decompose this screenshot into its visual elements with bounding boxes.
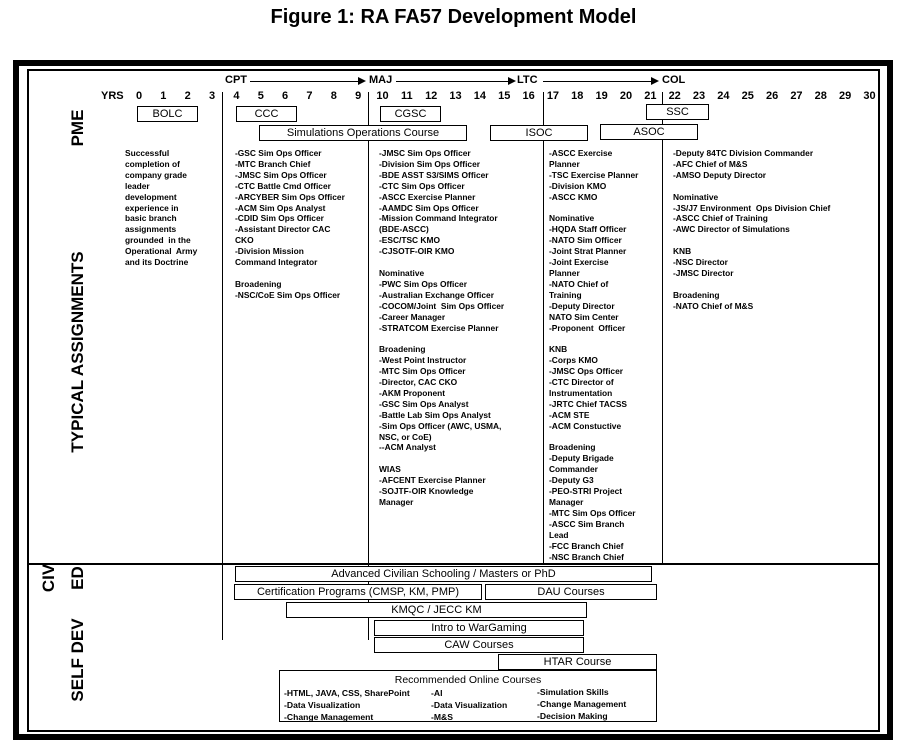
- maj-grade-line: [368, 92, 369, 640]
- section-label-pme: PME: [68, 109, 87, 147]
- year-tick-label: 19: [595, 90, 608, 102]
- online-courses-list-3: -Simulation Skills -Change Management -Decision Making: [537, 687, 627, 722]
- years-label: YRS: [101, 90, 124, 102]
- year-tick-label: 23: [692, 90, 706, 102]
- certification-programs-box: Certification Programs (CMSP, KM, PMP): [234, 584, 482, 600]
- year-tick-label: 6: [282, 90, 289, 102]
- year-tick-label: 25: [741, 90, 754, 102]
- year-tick-label: 24: [717, 90, 730, 102]
- pme-cgsc-box: CGSC: [380, 106, 441, 122]
- rank-cpt: CPT: [225, 74, 247, 86]
- year-tick-label: 0: [135, 90, 143, 102]
- pme-asoc-box: ASOC: [600, 124, 698, 140]
- ltc-grade-line: [543, 92, 544, 564]
- col-grade-line: [662, 92, 663, 564]
- maj-assignments-list: -JMSC Sim Ops Officer -Division Sim Ops Officer -BDE ASST S3/SIMS Officer -CTC Sim Ops Officer -ASCC Exercise Planner -AAMDC Sim Ops Officer -Mission Command Integrator (BDE-ASCC) -ESC/TSC KMO -CJSOTF-OIR KMO Nominative -PWC Sim Ops Officer -Australian Exchange Officer -COCOM/Joint Sim Ops Officer -Career Manager -STRATCOM Exercise Planner Broadening -West Point Instructor -MTC Sim Ops Officer -Director, CAC CKO -AKM Proponent -GSC Sim Ops Analyst -Battle Lab Sim Ops Analyst -Sim Ops Officer (AWC, USMA, NSC, or CoE) --ACM Analyst WIAS -AFCENT Exercise Planner -SOJTF-OIR Knowledge Manager: [379, 148, 505, 507]
- section-label-self-dev: SELF DEV: [68, 618, 87, 702]
- year-tick-label: 17: [546, 90, 560, 102]
- year-tick-label: 18: [571, 90, 584, 102]
- rank-maj: MAJ: [369, 74, 393, 86]
- year-tick-label: 15: [498, 90, 511, 102]
- pme-isoc-box: ISOC: [490, 125, 588, 141]
- figure-title: Figure 1: RA FA57 Development Model: [270, 6, 637, 28]
- htar-course-box: HTAR Course: [498, 654, 657, 670]
- section-divider: [29, 563, 878, 565]
- pme-ssc-box: SSC: [646, 104, 709, 120]
- year-tick-label: 10: [376, 90, 389, 102]
- online-courses-title: Recommended Online Courses: [394, 674, 542, 686]
- year-tick-label: 4: [233, 90, 240, 102]
- year-tick-label: 20: [619, 90, 633, 102]
- year-tick-label: 13: [449, 90, 462, 102]
- year-tick-label: 1: [160, 90, 167, 102]
- rank-arrow: [396, 81, 514, 82]
- rank-ltc: LTC: [517, 74, 538, 86]
- cpt-grade-line: [222, 92, 223, 640]
- intro-to-wargaming-box: Intro to WarGaming: [374, 620, 584, 636]
- year-tick-label: 11: [401, 90, 413, 102]
- year-tick-label: 27: [790, 90, 803, 102]
- year-tick-label: 29: [839, 90, 852, 102]
- year-tick-label: 2: [184, 90, 191, 102]
- recommended-online-courses-box: [279, 670, 657, 722]
- year-tick-label: 12: [425, 90, 438, 102]
- ltc-assignments-list: -ASCC Exercise Planner -TSC Exercise Planner -Division KMO -ASCC KMO Nominative -HQDA Staff Officer -NATO Sim Officer -Joint Strat Planner -Joint Exercise Planner -NATO Chief of Training -Deputy Director NATO Sim Center -Proponent Officer KNB -Corps KMO -JMSC Ops Officer -CTC Director of Instrumentation -JRTC Chief TACSS -ACM STE -ACM Constuctive Broadening -Deputy Brigade Commander -Deputy G3 -PEO-STRI Project Manager -MTC Sim Ops Officer -ASCC Sim Branch Lead -FCC Branch Chief -NSC Branch Chief: [549, 148, 639, 562]
- year-tick-label: 28: [814, 90, 827, 102]
- pme-ccc-box: CCC: [236, 106, 297, 122]
- year-tick-label: 5: [257, 90, 264, 102]
- section-label-typical-assignments: TYPICAL ASSIGNMENTS: [68, 251, 87, 453]
- year-tick-label: 3: [208, 90, 216, 102]
- year-tick-label: 9: [355, 90, 362, 102]
- dau-courses-box: DAU Courses: [485, 584, 657, 600]
- kmqc-jecc-km-box: KMQC / JECC KM: [286, 602, 587, 618]
- rank-arrow: [543, 81, 657, 82]
- online-courses-list-1: -HTML, JAVA, CSS, SharePoint -Data Visualization -Change Management: [284, 688, 410, 723]
- section-label-ed: ED: [68, 566, 87, 590]
- year-tick-label: 8: [330, 90, 337, 102]
- year-tick-label: 26: [765, 90, 779, 102]
- pme-sim-ops-course-box: Simulations Operations Course: [259, 125, 467, 141]
- rank-arrow: [250, 81, 364, 82]
- col-assignments-list: -Deputy 84TC Division Commander -AFC Chief of M&S -AMSO Deputy Director Nominative -JS/J7 Environment Ops Division Chief -ASCC Chief of Training -AWC Director of Simulations KNB -NSC Director -JMSC Director Broadening -NATO Chief of M&S: [673, 148, 831, 311]
- year-tick-label: 14: [473, 90, 487, 102]
- year-tick-label: 16: [522, 90, 535, 102]
- advanced-civilian-schooling-box: Advanced Civilian Schooling / Masters or PhD: [235, 566, 652, 582]
- year-tick-label: 7: [306, 90, 313, 102]
- caw-courses-box: CAW Courses: [374, 637, 584, 653]
- cpt-assignments-list: -GSC Sim Ops Officer -MTC Branch Chief -JMSC Sim Ops Officer -CTC Battle Cmd Officer -ARCYBER Sim Ops Officer -ACM Sim Ops Analyst -CDID Sim Ops Officer -Assistant Director CAC CKO -Division Mission Command Integrator Broadening -NSC/CoE Sim Ops Officer: [235, 148, 345, 300]
- rank-col: COL: [662, 74, 686, 86]
- pme-bolc-box: BOLC: [137, 106, 198, 122]
- year-tick-label: 21: [644, 90, 657, 102]
- section-label-civ: CIV: [39, 563, 58, 593]
- year-tick-label: 30: [863, 90, 876, 102]
- year-tick-label: 22: [668, 90, 681, 102]
- online-courses-list-2: -AI -Data Visualization -M&S: [431, 688, 508, 723]
- lt-assignment-description: Successful completion of company grade leader development experience in basic branch assignments grounded in the Operational Army and its Doctrine: [125, 148, 198, 268]
